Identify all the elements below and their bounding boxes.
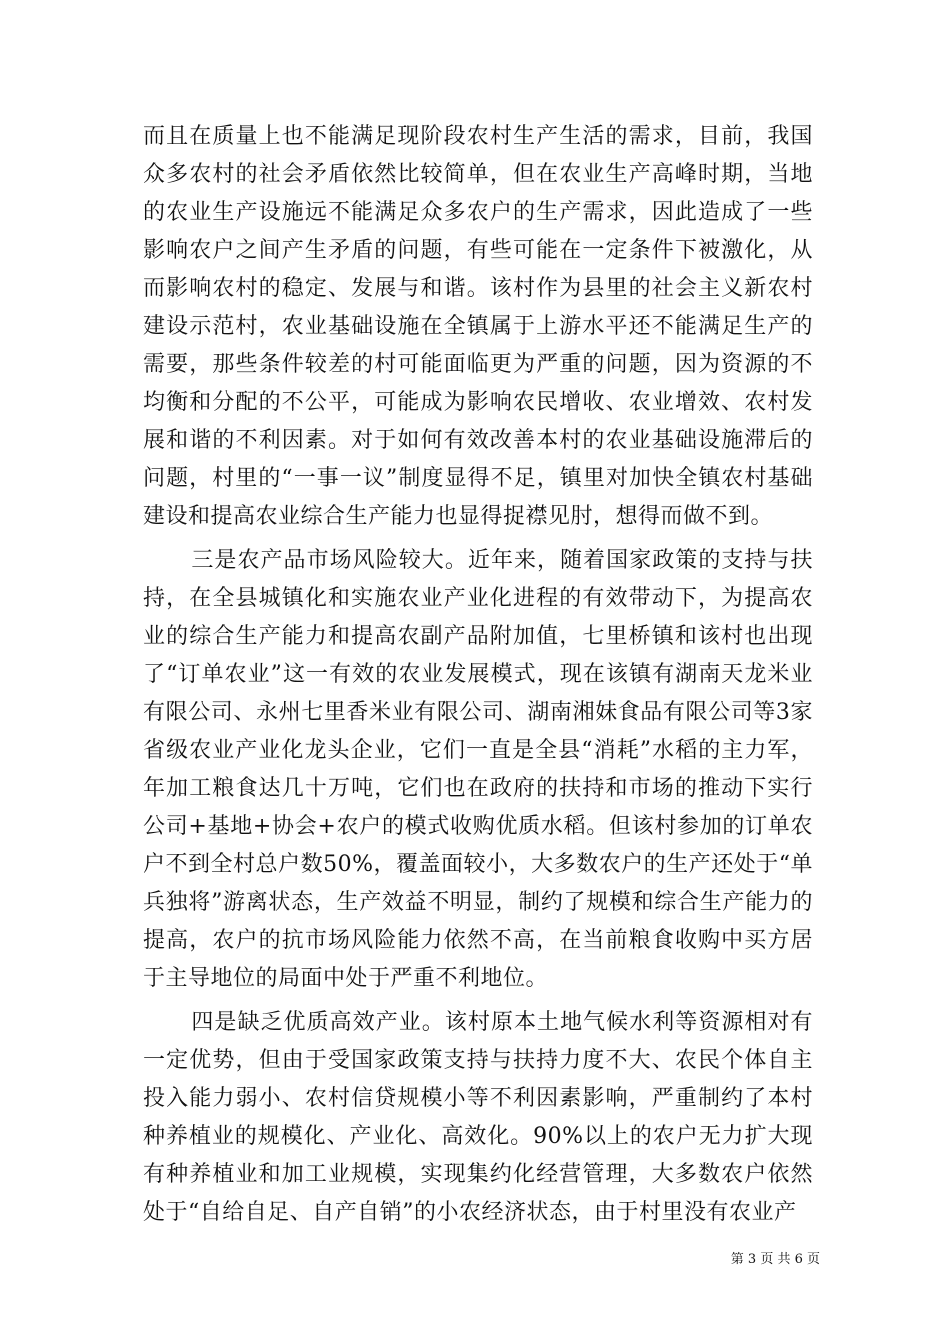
page-number-footer: 第 3 页 共 6 页 xyxy=(730,1252,820,1267)
paragraph-continuation: 而且在质量上也不能满足现阶段农村生产生活的需求，目前，我国众多农村的社会矛盾依然比较简单，但在农业生产高峰时期，当地的农业生产设施远不能满足众多农户的生产需求，因此造成了一些影响农户之间产生矛盾的问题，有些可能在一定条件下被激化，从而影响农村的稳定、发展与和谐。该村作为县里的社会主义新农村建设示范村，农业基础设施在全镇属于上游水平还不能满足生产的需要，那些条件较差的村可能面临更为严重的问题，因为资源的不均衡和分配的不公平，可能成为影响农民增收、农业增效、农村发展和谐的不利因素。对于如何有效改善本村的农业基础设施滞后的问题，村里的“一事一议”制度显得不足，镇里对加快全镇农村基础建设和提高农业综合生产能力也显得捉襟见肘，想得而做不到。 xyxy=(143,124,813,529)
paragraph-industry: 四是缺乏优质高效产业。该村原本土地气候水利等资源相对有一定优势，但由于受国家政策支持与扶持力度不大、农民个体自主投入能力弱小、农村信贷规模小等不利因素影响，严重制约了本村种养植业的规模化、产业化、高效化。90%以上的农户无力扩大现有种养植业和加工业规模，实现集约化经营管理，大多数农户依然处于“自给自足、自产自销”的小农经济状态，由于村里没有农业产 xyxy=(143,1010,813,1225)
paragraph-market-risk: 三是农产品市场风险较大。近年来，随着国家政策的支持与扶持，在全县城镇化和实施农业产业化进程的有效带动下，为提高农业的综合生产能力和提高农副产品附加值，七里桥镇和该村也出现了“订单农业”这一有效的农业发展模式，现在该镇有湖南天龙米业有限公司、永州七里香米业有限公司、湖南湘妹食品有限公司等3家省级农业产业化龙头企业，它们一直是全县“消耗”水稻的主力军，年加工粮食达几十万吨，它们也在政府的扶持和市场的推动下实行公司+基地+协会+农户的模式收购优质水稻。但该村参加的订单农户不到全村总户数50%，覆盖面较小，大多数农户的生产还处于“单兵独将”游离状态，生产效益不明显，制约了规模和综合生产能力的提高，农户的抗市场风险能力依然不高，在当前粮食收购中买方居于主导地位的局面中处于严重不利地位。 xyxy=(143,548,813,991)
body-text xyxy=(143,118,813,1232)
